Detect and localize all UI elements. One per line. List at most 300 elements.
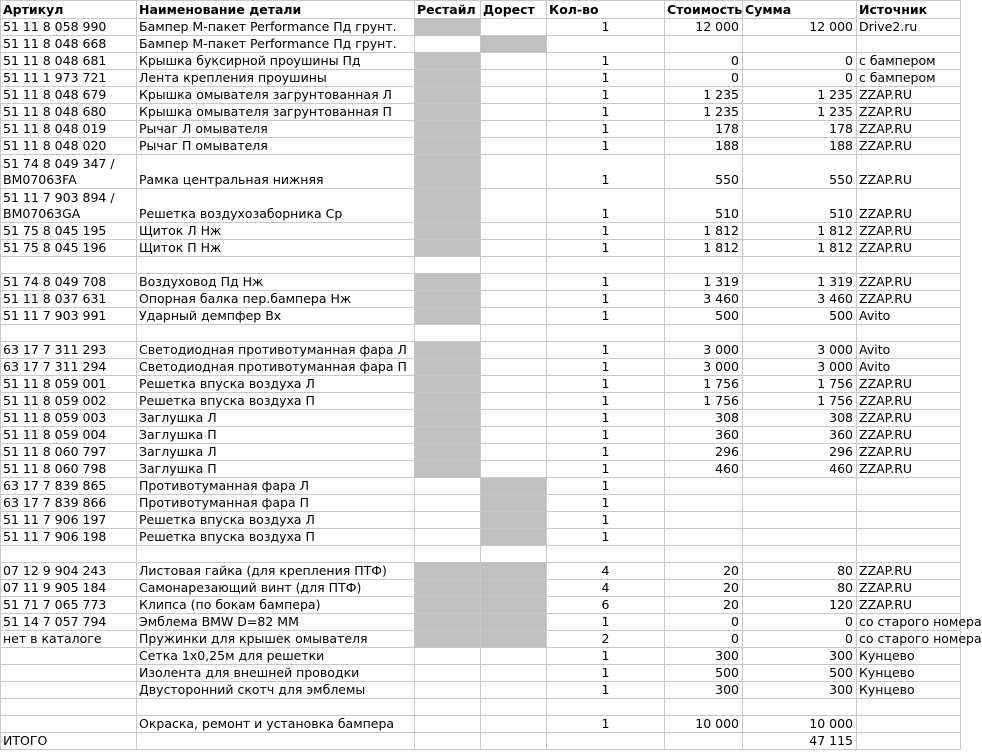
cell-quantity[interactable]: 1 bbox=[547, 427, 665, 444]
cell-article[interactable]: 51 11 1 973 721 bbox=[1, 70, 137, 87]
cell-dorest[interactable] bbox=[481, 155, 547, 189]
cell-source[interactable]: ZZAP.RU bbox=[857, 580, 961, 597]
cell-source[interactable]: ZZAP.RU bbox=[857, 138, 961, 155]
header-source[interactable]: Источник bbox=[857, 1, 961, 19]
cell-part-name[interactable]: Изолента для внешней проводки bbox=[137, 665, 415, 682]
cell-quantity[interactable]: 1 bbox=[547, 376, 665, 393]
cell-article[interactable] bbox=[1, 325, 137, 342]
cell-restyle[interactable] bbox=[415, 733, 481, 750]
cell-source[interactable]: ZZAP.RU bbox=[857, 223, 961, 240]
cell-dorest[interactable] bbox=[481, 716, 547, 733]
cell-source[interactable]: Кунцево bbox=[857, 648, 961, 665]
cell-cost[interactable]: 1 812 bbox=[665, 240, 743, 257]
cell-source[interactable] bbox=[857, 733, 961, 750]
cell-quantity[interactable]: 1 bbox=[547, 19, 665, 36]
header-dorest[interactable]: Дорест bbox=[481, 1, 547, 19]
cell-part-name[interactable]: Опорная балка пер.бампера Нж bbox=[137, 291, 415, 308]
cell-article[interactable]: 51 75 8 045 196 bbox=[1, 240, 137, 257]
cell-sum[interactable]: 3 000 bbox=[743, 359, 857, 376]
cell-quantity[interactable]: 1 bbox=[547, 716, 665, 733]
cell-quantity[interactable]: 4 bbox=[547, 563, 665, 580]
cell-quantity[interactable]: 1 bbox=[547, 155, 665, 189]
cell-cost[interactable]: 296 bbox=[665, 444, 743, 461]
cell-article[interactable]: 51 11 8 037 631 bbox=[1, 291, 137, 308]
cell-quantity[interactable]: 2 bbox=[547, 631, 665, 648]
cell-article[interactable]: 51 11 8 060 797 bbox=[1, 444, 137, 461]
cell-sum[interactable]: 1 235 bbox=[743, 104, 857, 121]
cell-restyle[interactable] bbox=[415, 274, 481, 291]
cell-dorest[interactable] bbox=[481, 393, 547, 410]
cell-article[interactable]: 51 74 8 049 347 / BM07063FA bbox=[1, 155, 137, 189]
cell-source[interactable]: ZZAP.RU bbox=[857, 376, 961, 393]
header-part-name[interactable]: Наименование детали bbox=[137, 1, 415, 19]
cell-dorest[interactable] bbox=[481, 240, 547, 257]
cell-part-name[interactable]: Решетка впуска воздуха П bbox=[137, 529, 415, 546]
cell-cost[interactable]: 20 bbox=[665, 597, 743, 614]
cell-article[interactable] bbox=[1, 546, 137, 563]
cell-part-name[interactable]: Воздуховод Пд Нж bbox=[137, 274, 415, 291]
cell-article[interactable]: 51 14 7 057 794 bbox=[1, 614, 137, 631]
cell-cost[interactable]: 3 000 bbox=[665, 359, 743, 376]
cell-part-name[interactable]: Листовая гайка (для крепления ПТФ) bbox=[137, 563, 415, 580]
cell-source[interactable] bbox=[857, 495, 961, 512]
cell-restyle[interactable] bbox=[415, 257, 481, 274]
cell-article[interactable]: 63 17 7 311 293 bbox=[1, 342, 137, 359]
cell-cost[interactable]: 1 756 bbox=[665, 376, 743, 393]
cell-dorest[interactable] bbox=[481, 104, 547, 121]
cell-restyle[interactable] bbox=[415, 682, 481, 699]
cell-article[interactable]: 51 11 8 059 004 bbox=[1, 427, 137, 444]
cell-restyle[interactable] bbox=[415, 104, 481, 121]
cell-cost[interactable]: 300 bbox=[665, 682, 743, 699]
cell-article[interactable] bbox=[1, 682, 137, 699]
cell-source[interactable]: ZZAP.RU bbox=[857, 597, 961, 614]
cell-article[interactable] bbox=[1, 665, 137, 682]
cell-dorest[interactable] bbox=[481, 648, 547, 665]
cell-sum[interactable]: 178 bbox=[743, 121, 857, 138]
cell-sum[interactable]: 300 bbox=[743, 682, 857, 699]
cell-quantity[interactable]: 1 bbox=[547, 104, 665, 121]
cell-sum[interactable] bbox=[743, 512, 857, 529]
cell-dorest[interactable] bbox=[481, 274, 547, 291]
cell-cost[interactable]: 1 756 bbox=[665, 393, 743, 410]
cell-restyle[interactable] bbox=[415, 461, 481, 478]
cell-sum[interactable] bbox=[743, 257, 857, 274]
cell-source[interactable]: ZZAP.RU bbox=[857, 189, 961, 223]
cell-quantity[interactable]: 1 bbox=[547, 274, 665, 291]
cell-source[interactable] bbox=[857, 512, 961, 529]
cell-quantity[interactable]: 4 bbox=[547, 580, 665, 597]
cell-dorest[interactable] bbox=[481, 495, 547, 512]
cell-cost[interactable]: 1 235 bbox=[665, 87, 743, 104]
cell-cost[interactable]: 12 000 bbox=[665, 19, 743, 36]
cell-article[interactable]: 51 11 7 903 894 / BM07063GA bbox=[1, 189, 137, 223]
cell-quantity[interactable]: 1 bbox=[547, 87, 665, 104]
cell-restyle[interactable] bbox=[415, 648, 481, 665]
cell-source[interactable]: Avito bbox=[857, 308, 961, 325]
cell-article[interactable]: 51 11 8 048 680 bbox=[1, 104, 137, 121]
cell-dorest[interactable] bbox=[481, 257, 547, 274]
cell-sum[interactable]: 1 756 bbox=[743, 376, 857, 393]
cell-quantity[interactable]: 1 bbox=[547, 53, 665, 70]
cell-dorest[interactable] bbox=[481, 36, 547, 53]
cell-part-name[interactable]: Щиток П Нж bbox=[137, 240, 415, 257]
cell-article[interactable] bbox=[1, 648, 137, 665]
cell-cost[interactable]: 0 bbox=[665, 631, 743, 648]
cell-cost[interactable]: 3 000 bbox=[665, 342, 743, 359]
cell-dorest[interactable] bbox=[481, 478, 547, 495]
cell-sum[interactable]: 550 bbox=[743, 155, 857, 189]
cell-article[interactable]: 63 17 7 839 865 bbox=[1, 478, 137, 495]
cell-dorest[interactable] bbox=[481, 291, 547, 308]
cell-dorest[interactable] bbox=[481, 597, 547, 614]
cell-cost[interactable] bbox=[665, 529, 743, 546]
cell-source[interactable]: ZZAP.RU bbox=[857, 155, 961, 189]
cell-sum[interactable]: 3 460 bbox=[743, 291, 857, 308]
cell-quantity[interactable]: 1 bbox=[547, 359, 665, 376]
header-sum[interactable]: Сумма bbox=[743, 1, 857, 19]
cell-article[interactable]: 63 17 7 311 294 bbox=[1, 359, 137, 376]
cell-article[interactable]: 51 11 8 048 019 bbox=[1, 121, 137, 138]
cell-dorest[interactable] bbox=[481, 342, 547, 359]
cell-source[interactable]: со старого номера bbox=[857, 631, 961, 648]
cell-dorest[interactable] bbox=[481, 189, 547, 223]
cell-source[interactable]: Кунцево bbox=[857, 682, 961, 699]
cell-dorest[interactable] bbox=[481, 359, 547, 376]
cell-sum[interactable]: 120 bbox=[743, 597, 857, 614]
cell-cost[interactable]: 510 bbox=[665, 189, 743, 223]
cell-dorest[interactable] bbox=[481, 138, 547, 155]
cell-sum[interactable]: 1 812 bbox=[743, 240, 857, 257]
cell-part-name[interactable] bbox=[137, 325, 415, 342]
cell-source[interactable] bbox=[857, 716, 961, 733]
cell-restyle[interactable] bbox=[415, 240, 481, 257]
cell-sum[interactable]: 500 bbox=[743, 665, 857, 682]
cell-sum[interactable]: 1 756 bbox=[743, 393, 857, 410]
cell-quantity[interactable]: 1 bbox=[547, 240, 665, 257]
cell-part-name[interactable]: Решетка впуска воздуха Л bbox=[137, 512, 415, 529]
cell-part-name[interactable]: Решетка впуска воздуха П bbox=[137, 393, 415, 410]
cell-restyle[interactable] bbox=[415, 121, 481, 138]
cell-article[interactable]: 51 11 8 059 001 bbox=[1, 376, 137, 393]
cell-sum[interactable] bbox=[743, 36, 857, 53]
cell-cost[interactable] bbox=[665, 36, 743, 53]
cell-quantity[interactable]: 1 bbox=[547, 461, 665, 478]
cell-part-name[interactable]: Клипса (по бокам бампера) bbox=[137, 597, 415, 614]
cell-quantity[interactable]: 1 bbox=[547, 529, 665, 546]
cell-article[interactable]: 51 11 7 906 198 bbox=[1, 529, 137, 546]
cell-article[interactable]: 51 11 8 048 668 bbox=[1, 36, 137, 53]
cell-part-name[interactable] bbox=[137, 699, 415, 716]
cell-restyle[interactable] bbox=[415, 427, 481, 444]
cell-sum[interactable]: 0 bbox=[743, 70, 857, 87]
cell-restyle[interactable] bbox=[415, 342, 481, 359]
cell-quantity[interactable]: 1 bbox=[547, 223, 665, 240]
cell-article[interactable]: 51 11 8 059 002 bbox=[1, 393, 137, 410]
cell-cost[interactable]: 10 000 bbox=[665, 716, 743, 733]
cell-dorest[interactable] bbox=[481, 223, 547, 240]
cell-restyle[interactable] bbox=[415, 631, 481, 648]
cell-dorest[interactable] bbox=[481, 529, 547, 546]
cell-cost[interactable]: 20 bbox=[665, 580, 743, 597]
cell-sum[interactable]: 300 bbox=[743, 648, 857, 665]
cell-part-name[interactable]: Заглушка П bbox=[137, 461, 415, 478]
cell-part-name[interactable]: Крышка омывателя загрунтованная П bbox=[137, 104, 415, 121]
cell-part-name[interactable]: Рычаг Л омывателя bbox=[137, 121, 415, 138]
cell-sum[interactable]: 360 bbox=[743, 427, 857, 444]
cell-article[interactable]: 51 11 8 048 681 bbox=[1, 53, 137, 70]
cell-source[interactable] bbox=[857, 36, 961, 53]
cell-part-name[interactable]: Противотуманная фара Л bbox=[137, 478, 415, 495]
cell-sum[interactable]: 510 bbox=[743, 189, 857, 223]
cell-cost[interactable]: 1 812 bbox=[665, 223, 743, 240]
cell-part-name[interactable]: Заглушка Л bbox=[137, 410, 415, 427]
cell-article[interactable]: нет в каталоге bbox=[1, 631, 137, 648]
cell-source[interactable]: ZZAP.RU bbox=[857, 461, 961, 478]
cell-restyle[interactable] bbox=[415, 665, 481, 682]
cell-cost[interactable]: 0 bbox=[665, 53, 743, 70]
cell-quantity[interactable] bbox=[547, 325, 665, 342]
cell-cost[interactable]: 308 bbox=[665, 410, 743, 427]
cell-part-name[interactable]: Рамка центральная нижняя bbox=[137, 155, 415, 189]
cell-restyle[interactable] bbox=[415, 444, 481, 461]
cell-dorest[interactable] bbox=[481, 444, 547, 461]
cell-dorest[interactable] bbox=[481, 631, 547, 648]
cell-dorest[interactable] bbox=[481, 733, 547, 750]
cell-dorest[interactable] bbox=[481, 580, 547, 597]
cell-source[interactable]: ZZAP.RU bbox=[857, 393, 961, 410]
cell-cost[interactable]: 550 bbox=[665, 155, 743, 189]
cell-restyle[interactable] bbox=[415, 376, 481, 393]
cell-restyle[interactable] bbox=[415, 580, 481, 597]
cell-sum[interactable]: 47 115 bbox=[743, 733, 857, 750]
cell-quantity[interactable]: 1 bbox=[547, 512, 665, 529]
cell-dorest[interactable] bbox=[481, 563, 547, 580]
cell-dorest[interactable] bbox=[481, 19, 547, 36]
cell-restyle[interactable] bbox=[415, 36, 481, 53]
cell-article[interactable]: 07 11 9 905 184 bbox=[1, 580, 137, 597]
cell-dorest[interactable] bbox=[481, 87, 547, 104]
cell-restyle[interactable] bbox=[415, 223, 481, 240]
cell-part-name[interactable]: Светодиодная противотуманная фара Л bbox=[137, 342, 415, 359]
cell-part-name[interactable]: Щиток Л Нж bbox=[137, 223, 415, 240]
cell-quantity[interactable]: 1 bbox=[547, 70, 665, 87]
cell-restyle[interactable] bbox=[415, 155, 481, 189]
cell-sum[interactable]: 0 bbox=[743, 53, 857, 70]
cell-dorest[interactable] bbox=[481, 410, 547, 427]
cell-source[interactable] bbox=[857, 257, 961, 274]
cell-sum[interactable] bbox=[743, 699, 857, 716]
cell-article[interactable] bbox=[1, 699, 137, 716]
cell-source[interactable]: с бампером bbox=[857, 70, 961, 87]
cell-article[interactable]: 51 11 8 059 003 bbox=[1, 410, 137, 427]
cell-dorest[interactable] bbox=[481, 461, 547, 478]
cell-dorest[interactable] bbox=[481, 699, 547, 716]
cell-sum[interactable]: 1 812 bbox=[743, 223, 857, 240]
cell-dorest[interactable] bbox=[481, 308, 547, 325]
cell-quantity[interactable]: 1 bbox=[547, 121, 665, 138]
cell-source[interactable] bbox=[857, 529, 961, 546]
cell-article[interactable]: 51 11 8 058 990 bbox=[1, 19, 137, 36]
cell-cost[interactable]: 3 460 bbox=[665, 291, 743, 308]
cell-cost[interactable]: 0 bbox=[665, 70, 743, 87]
cell-source[interactable]: ZZAP.RU bbox=[857, 87, 961, 104]
cell-article[interactable]: 51 11 8 060 798 bbox=[1, 461, 137, 478]
cell-restyle[interactable] bbox=[415, 614, 481, 631]
cell-source[interactable]: ZZAP.RU bbox=[857, 563, 961, 580]
cell-sum[interactable] bbox=[743, 495, 857, 512]
cell-article[interactable]: ИТОГО bbox=[1, 733, 137, 750]
cell-part-name[interactable]: Двусторонний скотч для эмблемы bbox=[137, 682, 415, 699]
cell-cost[interactable] bbox=[665, 699, 743, 716]
cell-restyle[interactable] bbox=[415, 495, 481, 512]
cell-dorest[interactable] bbox=[481, 546, 547, 563]
cell-quantity[interactable]: 1 bbox=[547, 495, 665, 512]
cell-dorest[interactable] bbox=[481, 53, 547, 70]
cell-part-name[interactable]: Крышка омывателя загрунтованная Л bbox=[137, 87, 415, 104]
cell-sum[interactable]: 3 000 bbox=[743, 342, 857, 359]
cell-source[interactable]: ZZAP.RU bbox=[857, 274, 961, 291]
cell-article[interactable]: 07 12 9 904 243 bbox=[1, 563, 137, 580]
cell-article[interactable]: 51 11 7 906 197 bbox=[1, 512, 137, 529]
cell-part-name[interactable]: Пружинки для крышек омывателя bbox=[137, 631, 415, 648]
cell-restyle[interactable] bbox=[415, 189, 481, 223]
cell-source[interactable]: ZZAP.RU bbox=[857, 121, 961, 138]
cell-restyle[interactable] bbox=[415, 546, 481, 563]
cell-article[interactable]: 51 11 8 048 679 bbox=[1, 87, 137, 104]
cell-article[interactable]: 51 11 7 903 991 bbox=[1, 308, 137, 325]
cell-quantity[interactable]: 1 bbox=[547, 410, 665, 427]
cell-dorest[interactable] bbox=[481, 70, 547, 87]
cell-quantity[interactable]: 1 bbox=[547, 308, 665, 325]
cell-part-name[interactable]: Заглушка П bbox=[137, 427, 415, 444]
cell-part-name[interactable]: Заглушка Л bbox=[137, 444, 415, 461]
cell-restyle[interactable] bbox=[415, 478, 481, 495]
cell-quantity[interactable]: 1 bbox=[547, 342, 665, 359]
cell-source[interactable]: ZZAP.RU bbox=[857, 444, 961, 461]
cell-dorest[interactable] bbox=[481, 512, 547, 529]
cell-cost[interactable]: 178 bbox=[665, 121, 743, 138]
cell-restyle[interactable] bbox=[415, 87, 481, 104]
cell-quantity[interactable] bbox=[547, 733, 665, 750]
cell-quantity[interactable] bbox=[547, 546, 665, 563]
cell-source[interactable]: Avito bbox=[857, 359, 961, 376]
cell-sum[interactable]: 460 bbox=[743, 461, 857, 478]
cell-restyle[interactable] bbox=[415, 529, 481, 546]
cell-article[interactable]: 51 71 7 065 773 bbox=[1, 597, 137, 614]
cell-sum[interactable]: 308 bbox=[743, 410, 857, 427]
cell-restyle[interactable] bbox=[415, 563, 481, 580]
cell-cost[interactable]: 1 319 bbox=[665, 274, 743, 291]
cell-source[interactable] bbox=[857, 478, 961, 495]
cell-dorest[interactable] bbox=[481, 376, 547, 393]
cell-part-name[interactable]: Самонарезающий винт (для ПТФ) bbox=[137, 580, 415, 597]
cell-part-name[interactable]: Сетка 1х0,25м для решетки bbox=[137, 648, 415, 665]
cell-quantity[interactable]: 1 bbox=[547, 444, 665, 461]
cell-cost[interactable]: 20 bbox=[665, 563, 743, 580]
cell-cost[interactable] bbox=[665, 478, 743, 495]
cell-quantity[interactable]: 1 bbox=[547, 291, 665, 308]
cell-source[interactable] bbox=[857, 325, 961, 342]
cell-restyle[interactable] bbox=[415, 359, 481, 376]
cell-restyle[interactable] bbox=[415, 70, 481, 87]
cell-quantity[interactable] bbox=[547, 699, 665, 716]
cell-dorest[interactable] bbox=[481, 427, 547, 444]
cell-cost[interactable]: 500 bbox=[665, 665, 743, 682]
cell-restyle[interactable] bbox=[415, 308, 481, 325]
cell-sum[interactable]: 188 bbox=[743, 138, 857, 155]
cell-restyle[interactable] bbox=[415, 716, 481, 733]
cell-part-name[interactable]: Эмблема BMW D=82 MM bbox=[137, 614, 415, 631]
header-article[interactable]: Артикул bbox=[1, 1, 137, 19]
cell-quantity[interactable]: 1 bbox=[547, 665, 665, 682]
cell-quantity[interactable]: 1 bbox=[547, 393, 665, 410]
cell-sum[interactable]: 80 bbox=[743, 563, 857, 580]
cell-source[interactable]: ZZAP.RU bbox=[857, 104, 961, 121]
cell-dorest[interactable] bbox=[481, 121, 547, 138]
cell-source[interactable] bbox=[857, 699, 961, 716]
cell-restyle[interactable] bbox=[415, 512, 481, 529]
cell-sum[interactable]: 500 bbox=[743, 308, 857, 325]
cell-sum[interactable]: 12 000 bbox=[743, 19, 857, 36]
cell-dorest[interactable] bbox=[481, 614, 547, 631]
cell-dorest[interactable] bbox=[481, 325, 547, 342]
cell-part-name[interactable] bbox=[137, 257, 415, 274]
cell-quantity[interactable]: 1 bbox=[547, 189, 665, 223]
cell-sum[interactable]: 80 bbox=[743, 580, 857, 597]
cell-part-name[interactable]: Решетка впуска воздуха Л bbox=[137, 376, 415, 393]
cell-sum[interactable] bbox=[743, 546, 857, 563]
cell-part-name[interactable]: Противотуманная фара П bbox=[137, 495, 415, 512]
cell-source[interactable]: Drive2.ru bbox=[857, 19, 961, 36]
cell-source[interactable]: ZZAP.RU bbox=[857, 427, 961, 444]
cell-quantity[interactable] bbox=[547, 36, 665, 53]
cell-cost[interactable] bbox=[665, 325, 743, 342]
cell-restyle[interactable] bbox=[415, 325, 481, 342]
cell-source[interactable]: ZZAP.RU bbox=[857, 410, 961, 427]
cell-quantity[interactable]: 6 bbox=[547, 597, 665, 614]
cell-restyle[interactable] bbox=[415, 393, 481, 410]
cell-cost[interactable]: 360 bbox=[665, 427, 743, 444]
cell-restyle[interactable] bbox=[415, 19, 481, 36]
cell-sum[interactable] bbox=[743, 325, 857, 342]
cell-part-name[interactable]: Окраска, ремонт и установка бампера bbox=[137, 716, 415, 733]
cell-restyle[interactable] bbox=[415, 597, 481, 614]
cell-quantity[interactable]: 1 bbox=[547, 614, 665, 631]
cell-cost[interactable]: 460 bbox=[665, 461, 743, 478]
cell-sum[interactable]: 0 bbox=[743, 614, 857, 631]
cell-quantity[interactable]: 1 bbox=[547, 648, 665, 665]
cell-sum[interactable]: 1 235 bbox=[743, 87, 857, 104]
cell-cost[interactable] bbox=[665, 733, 743, 750]
cell-dorest[interactable] bbox=[481, 682, 547, 699]
cell-cost[interactable]: 1 235 bbox=[665, 104, 743, 121]
cell-sum[interactable]: 0 bbox=[743, 631, 857, 648]
header-quantity[interactable]: Кол-во bbox=[547, 1, 665, 19]
cell-cost[interactable] bbox=[665, 495, 743, 512]
cell-restyle[interactable] bbox=[415, 291, 481, 308]
header-restyle[interactable]: Рестайл bbox=[415, 1, 481, 19]
cell-cost[interactable]: 500 bbox=[665, 308, 743, 325]
cell-sum[interactable]: 296 bbox=[743, 444, 857, 461]
cell-source[interactable]: с бампером bbox=[857, 53, 961, 70]
cell-cost[interactable] bbox=[665, 512, 743, 529]
cell-part-name[interactable]: Рычаг П омывателя bbox=[137, 138, 415, 155]
cell-source[interactable]: ZZAP.RU bbox=[857, 291, 961, 308]
header-cost[interactable]: Стоимость bbox=[665, 1, 743, 19]
cell-quantity[interactable] bbox=[547, 257, 665, 274]
cell-cost[interactable]: 0 bbox=[665, 614, 743, 631]
